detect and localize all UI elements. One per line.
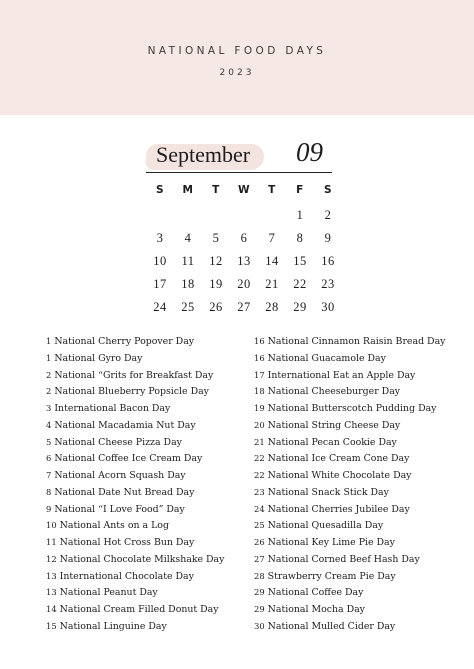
weekday-label: S (323, 184, 333, 196)
weekday-label: M (182, 184, 194, 196)
food-day-name: National Date Nut Bread Day (54, 486, 195, 498)
food-day-date: 29 (254, 587, 265, 598)
food-day-item (254, 350, 445, 367)
food-day-date: 25 (254, 520, 265, 531)
food-day-date: 22 (254, 453, 265, 464)
food-day-item (46, 534, 224, 551)
calendar-day: 8 (296, 231, 304, 245)
calendar-day: 27 (237, 300, 251, 314)
food-day-name: National “Grits for Breakfast Day (54, 369, 214, 381)
food-day-item (254, 618, 445, 635)
food-day-date: 6 (46, 453, 52, 464)
food-day-date: 3 (46, 403, 52, 413)
food-day-date: 16 (254, 352, 265, 363)
calendar-day: 14 (265, 254, 279, 268)
food-day-name: National Hot Cross Bun Day (59, 537, 195, 548)
weekday-label: S (155, 184, 165, 196)
calendar-day: 15 (293, 254, 307, 268)
food-day-item (46, 484, 224, 501)
food-day-date: 22 (254, 470, 265, 480)
calendar-day: 28 (265, 300, 279, 314)
food-day-name: National Cheese Pizza Day (54, 436, 182, 448)
page-title: NATIONAL FOOD DAYS (147, 45, 327, 57)
food-day-item (254, 517, 445, 534)
calendar-day: 20 (237, 277, 251, 291)
food-day-date: 24 (254, 503, 265, 514)
calendar-day: 10 (153, 254, 167, 268)
food-day-date: 14 (46, 604, 57, 614)
food-day-name: National Pecan Cookie Day (267, 436, 397, 448)
food-day-name: National Coffee Ice Cream Day (54, 453, 203, 465)
month-number: 09 (296, 137, 323, 167)
calendar-day: 24 (153, 300, 167, 314)
calendar-day: 5 (212, 231, 220, 245)
food-day-date: 2 (46, 386, 52, 397)
food-day-item (254, 484, 445, 501)
calendar-divider (146, 172, 332, 173)
year-label: 2023 (219, 68, 255, 78)
calendar-day: 7 (268, 231, 276, 245)
food-day-name: International Bacon Day (54, 403, 171, 414)
food-day-date: 17 (254, 369, 265, 380)
month-name: September (156, 142, 251, 167)
food-day-name: National Cherry Popover Day (54, 336, 195, 347)
food-days-list-left (46, 333, 224, 635)
food-day-item (46, 551, 224, 568)
calendar-week-row (146, 300, 342, 316)
food-day-date: 15 (46, 620, 57, 631)
food-day-name: National Mulled Cider Day (267, 620, 396, 632)
food-day-name: National Cherries Jubilee Day (267, 503, 410, 515)
food-day-date: 27 (254, 553, 265, 564)
calendar-day: 26 (209, 300, 223, 314)
food-day-name: National Gyro Day (54, 352, 143, 364)
calendar-week-row (146, 277, 342, 293)
food-day-item (254, 417, 445, 434)
food-day-date: 28 (254, 570, 265, 581)
food-day-item (254, 400, 445, 417)
food-day-date: 1 (46, 336, 52, 346)
food-day-name: National Blueberry Popsicle Day (54, 386, 209, 398)
calendar-day: 12 (209, 254, 223, 268)
calendar-week-row (146, 231, 342, 247)
weekday-label: W (237, 184, 251, 196)
food-day-item (46, 434, 224, 451)
food-day-name: National Guacamole Day (267, 352, 386, 364)
food-day-name: National Corned Beef Hash Day (267, 553, 420, 565)
food-day-name: National Quesadilla Day (267, 520, 384, 532)
food-day-name: International Chocolate Day (59, 570, 194, 582)
food-day-date: 19 (254, 403, 265, 413)
food-day-name: National Cinnamon Raisin Bread Day (267, 336, 446, 347)
weekday-label: F (296, 184, 304, 196)
food-day-name: National Cream Filled Donut Day (59, 604, 219, 615)
food-day-item (46, 568, 224, 585)
food-day-date: 18 (254, 386, 265, 397)
weekday-label: T (212, 184, 220, 196)
food-day-date: 16 (254, 336, 265, 346)
calendar-day: 13 (237, 254, 251, 268)
food-day-item (46, 467, 224, 484)
food-day-date: 30 (254, 620, 265, 631)
calendar-day: 6 (240, 231, 248, 245)
calendar-day: 16 (321, 254, 335, 268)
food-day-item (254, 383, 445, 400)
food-day-date: 5 (46, 436, 52, 447)
food-day-name: National “I Love Food” Day (54, 503, 185, 515)
food-day-date: 20 (254, 419, 265, 430)
food-day-date: 12 (46, 553, 57, 564)
calendar-day: 23 (321, 277, 335, 291)
food-day-date: 8 (46, 486, 52, 497)
food-day-item (46, 501, 224, 518)
food-day-item (254, 434, 445, 451)
calendar-day: 11 (181, 254, 195, 268)
food-day-date: 13 (46, 587, 57, 598)
food-day-date: 9 (46, 503, 52, 514)
calendar-day: 21 (265, 277, 279, 291)
food-day-item (254, 584, 445, 601)
calendar-day: 9 (324, 231, 332, 245)
calendar-day: 18 (181, 277, 195, 291)
food-day-item (254, 501, 445, 518)
food-day-item (46, 601, 224, 618)
food-day-name: National String Cheese Day (267, 419, 401, 431)
calendar-day: 30 (321, 300, 335, 314)
calendar-day: 3 (156, 231, 164, 245)
food-day-date: 29 (254, 604, 265, 614)
food-day-item (46, 350, 224, 367)
food-day-item (254, 551, 445, 568)
food-day-name: National Coffee Day (267, 587, 364, 599)
food-day-item (254, 467, 445, 484)
food-day-name: National Ants on a Log (59, 520, 169, 532)
food-day-date: 21 (254, 436, 265, 447)
food-day-name: National Cheeseburger Day (267, 386, 401, 398)
food-day-date: 23 (254, 486, 265, 497)
food-day-name: National Chocolate Milkshake Day (59, 553, 225, 565)
food-day-item (46, 333, 224, 350)
food-day-date: 2 (46, 369, 52, 380)
calendar-day: 4 (184, 231, 192, 245)
food-day-item (254, 333, 445, 350)
calendar-day: 1 (296, 208, 304, 222)
calendar-day: 17 (153, 277, 167, 291)
food-day-name: National Acorn Squash Day (54, 470, 186, 481)
food-day-name: National White Chocolate Day (267, 470, 412, 481)
calendar-day: 25 (181, 300, 195, 314)
header-banner (0, 0, 474, 115)
calendar-day: 29 (293, 300, 307, 314)
food-day-item (46, 400, 224, 417)
food-day-item (254, 450, 445, 467)
food-day-name: Strawberry Cream Pie Day (267, 570, 396, 582)
food-day-item (254, 601, 445, 618)
food-day-name: National Key Lime Pie Day (267, 537, 395, 548)
food-day-date: 1 (46, 352, 52, 363)
food-day-date: 26 (254, 537, 265, 547)
weekday-header-row (146, 184, 342, 200)
food-day-item (46, 618, 224, 635)
calendar-day: 19 (209, 277, 223, 291)
food-day-item (46, 417, 224, 434)
food-day-name: International Eat an Apple Day (267, 369, 416, 381)
food-day-name: National Butterscotch Pudding Day (267, 403, 437, 414)
food-days-list-right (254, 333, 445, 635)
food-day-name: National Ice Cream Cone Day (267, 453, 410, 465)
food-day-item (254, 367, 445, 384)
food-day-item (254, 568, 445, 585)
calendar-day: 22 (293, 277, 307, 291)
food-day-item (46, 584, 224, 601)
calendar-week-row (146, 208, 342, 224)
food-day-item (254, 534, 445, 551)
food-day-name: National Linguine Day (59, 620, 167, 632)
food-day-name: National Mocha Day (267, 604, 365, 615)
food-day-name: National Macadamia Nut Day (54, 419, 196, 431)
food-day-date: 7 (46, 470, 52, 480)
food-day-date: 4 (46, 419, 52, 430)
food-day-item (46, 383, 224, 400)
calendar-day: 2 (324, 208, 332, 222)
food-day-item (46, 450, 224, 467)
food-day-name: National Peanut Day (59, 587, 158, 599)
weekday-label: T (268, 184, 276, 196)
calendar-week-row (146, 254, 342, 270)
food-day-item (46, 367, 224, 384)
food-day-date: 10 (46, 520, 57, 531)
food-day-date: 11 (46, 537, 57, 547)
food-day-name: National Snack Stick Day (267, 486, 389, 498)
food-day-item (46, 517, 224, 534)
food-day-date: 13 (46, 570, 57, 581)
